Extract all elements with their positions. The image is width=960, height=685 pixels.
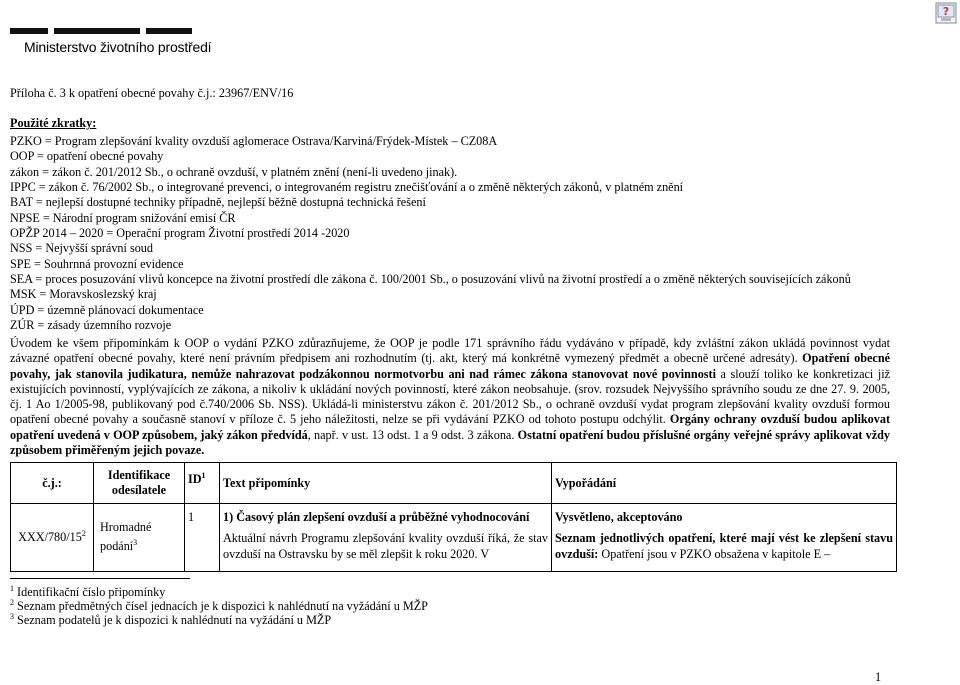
header-id <box>185 463 220 504</box>
footnote-number: 3 <box>10 612 14 621</box>
intro-bold-text: Orgány ochrany ovzduší budou aplikovat opatření uvedená v OOP způsobem, jaký zákon předvídá <box>10 412 890 442</box>
footnote-3 <box>10 612 331 628</box>
row-cj <box>11 504 94 572</box>
footnote-number: 1 <box>10 584 14 593</box>
intro-text: a slouží toliko ke konkretizaci již existujících povinností, vyplývajících ze zákona, a nikoliv k ukládání nových povinností, které zákon neobsahuje. (srov. rozsudek Nejvyššího správního soudu ze dne 27. 9. 2005, čj. 1 Ao 1/2005-98, publikovaný pod č.740/2006 Sb. NSS). Ukládá-li ministerstvu zákon č. 201/2012 Sb., o ochraně ovzduší vydat program zlepšování kvality ovzduší formou opatření obecné povahy a současně stanoví v příloze č. 5 jeho náležitosti, nelze se při vydávání PZKO od tohoto postupu odchýlit. <box>10 366 891 427</box>
abbreviation-item: NPSE = Národní program snižování emisí ČR <box>10 210 236 225</box>
row-resolution-rest: Opatření jsou v PZKO obsažena v kapitole E – <box>598 546 831 561</box>
header-sender: Identifikace odesílatele <box>94 463 185 504</box>
abbreviation-item: SEA = proces posuzování vlivů koncepce na životní prostředí dle zákona č. 100/2001 Sb., o posuzování vlivů na životní prostředí a o změně některých souvisejících zákonů <box>10 272 851 287</box>
abbreviation-item: BAT = nejlepší dostupné techniky případně, nejlepší běžně dostupná technická řešení <box>10 195 426 210</box>
row-sender-value: Hromadné podání <box>100 520 152 554</box>
intro-bold-text: Ostatní opatření budou příslušné orgány veřejné správy aplikovat vždy způsobem přiměřeným jejich povaze. <box>10 427 891 458</box>
help-icon[interactable] <box>935 2 957 24</box>
row-cj-footnote-ref: 2 <box>81 529 86 539</box>
abbreviation-item: NSS = Nejvyšší správní soud <box>10 241 153 256</box>
header-id-footnote-ref: 1 <box>201 471 206 480</box>
footnote-separator <box>10 578 190 579</box>
footnote-text: Identifikační číslo připomínky <box>17 585 166 600</box>
row-text-title: 1) Časový plán zlepšení ovzduší a průběžné vyhodnocování <box>223 510 530 524</box>
abbreviation-item: OOP = opatření obecné povahy <box>10 149 164 164</box>
table-row <box>11 504 897 572</box>
row-cj-value: XXX/780/15 <box>18 530 82 545</box>
abbreviation-item: ZÚR = zásady územního rozvoje <box>10 318 172 333</box>
row-sender <box>94 504 185 572</box>
footnote-text: Seznam podatelů je k dispozici k nahlédnutí na vyžádání u MŽP <box>17 613 332 628</box>
intro-paragraph <box>10 336 890 458</box>
abbreviation-item: MSK = Moravskoslezský kraj <box>10 287 157 302</box>
page-number: 1 <box>875 670 882 684</box>
abbreviation-item: zákon = zákon č. 201/2012 Sb., o ochraně ovzduší, v platném znění (není-li uvedeno jinak). <box>10 164 458 179</box>
table-header-row <box>11 463 897 504</box>
footnote-text: Seznam předmětných čísel jednacích je k dispozici k nahlédnutí na vyžádání u MŽP <box>17 599 428 614</box>
intro-text: Úvodem ke všem připomínkám k OOP o vydání PZKO zdůrazňujeme, že OOP je podle 171 správního řádu vydáváno v případě, kdy zvláštní zákon ukládá povinnost vydat závazné opatření obecné povahy, které není právním předpisem ani rozhodnutím (tj. akt, který má konkrétně vymezený předmět a obecně určené adresáty). <box>10 336 890 366</box>
abbreviation-item: PZKO = Program zlepšování kvality ovzduší aglomerace Ostrava/Karviná/Frýdek-Místek – CZ08A <box>10 134 498 148</box>
svg-text:?: ? <box>942 5 950 18</box>
header-resolution: Vypořádání <box>552 463 897 504</box>
document-reference: Příloha č. 3 k opatření obecné povahy č.j.: 23967/ENV/16 <box>10 86 294 100</box>
ministry-logo-bars <box>10 28 192 34</box>
row-resolution <box>552 504 897 572</box>
row-text <box>220 504 552 572</box>
row-resolution-title: Vysvětleno, akceptováno <box>555 510 683 524</box>
header-text: Text připomínky <box>220 463 552 504</box>
abbreviation-item: OPŽP 2014 – 2020 = Operační program Životní prostředí 2014 -2020 <box>10 226 350 241</box>
comments-table <box>10 462 897 572</box>
header-id-label: ID <box>188 472 202 487</box>
header-cj: č.j.: <box>11 463 94 504</box>
row-resolution-bold: Seznam jednotlivých opatření, které mají vést ke zlepšení stavu ovzduší: <box>555 531 893 561</box>
abbreviations-list <box>10 134 851 333</box>
abbreviation-item: IPPC = zákon č. 76/2002 Sb., o integrované prevenci, o integrovaném registru znečišťování a o změně některých zákonů, v platném znění <box>10 180 684 195</box>
intro-bold-text: Opatření obecné povahy, jak stanovila judikatura, nemůže nahrazovat podzákonnou normotvorbu ani nad rámec zákona stanovovat nové povinnosti <box>10 351 891 381</box>
abbreviation-item: ÚPD = územně plánovací dokumentace <box>10 302 204 317</box>
abbreviation-item: SPE = Souhrnná provozní evidence <box>10 256 184 271</box>
intro-text: , např. v ust. 13 odst. 1 a 9 odst. 3 zákona. <box>307 427 515 442</box>
row-resolution-body <box>555 531 893 562</box>
row-text-body: Aktuální návrh Programu zlepšování kvality ovzduší říká, že stav ovzduší na Ostravsku by se měl zlepšit k roku 2020. V <box>223 531 548 561</box>
row-id: 1 <box>185 504 220 572</box>
ministry-logo-text: Ministerstvo životního prostředí <box>24 39 212 55</box>
abbreviations-title: Použité zkratky: <box>10 116 97 130</box>
footnote-number: 2 <box>10 598 14 607</box>
row-sender-footnote-ref: 3 <box>133 538 138 548</box>
